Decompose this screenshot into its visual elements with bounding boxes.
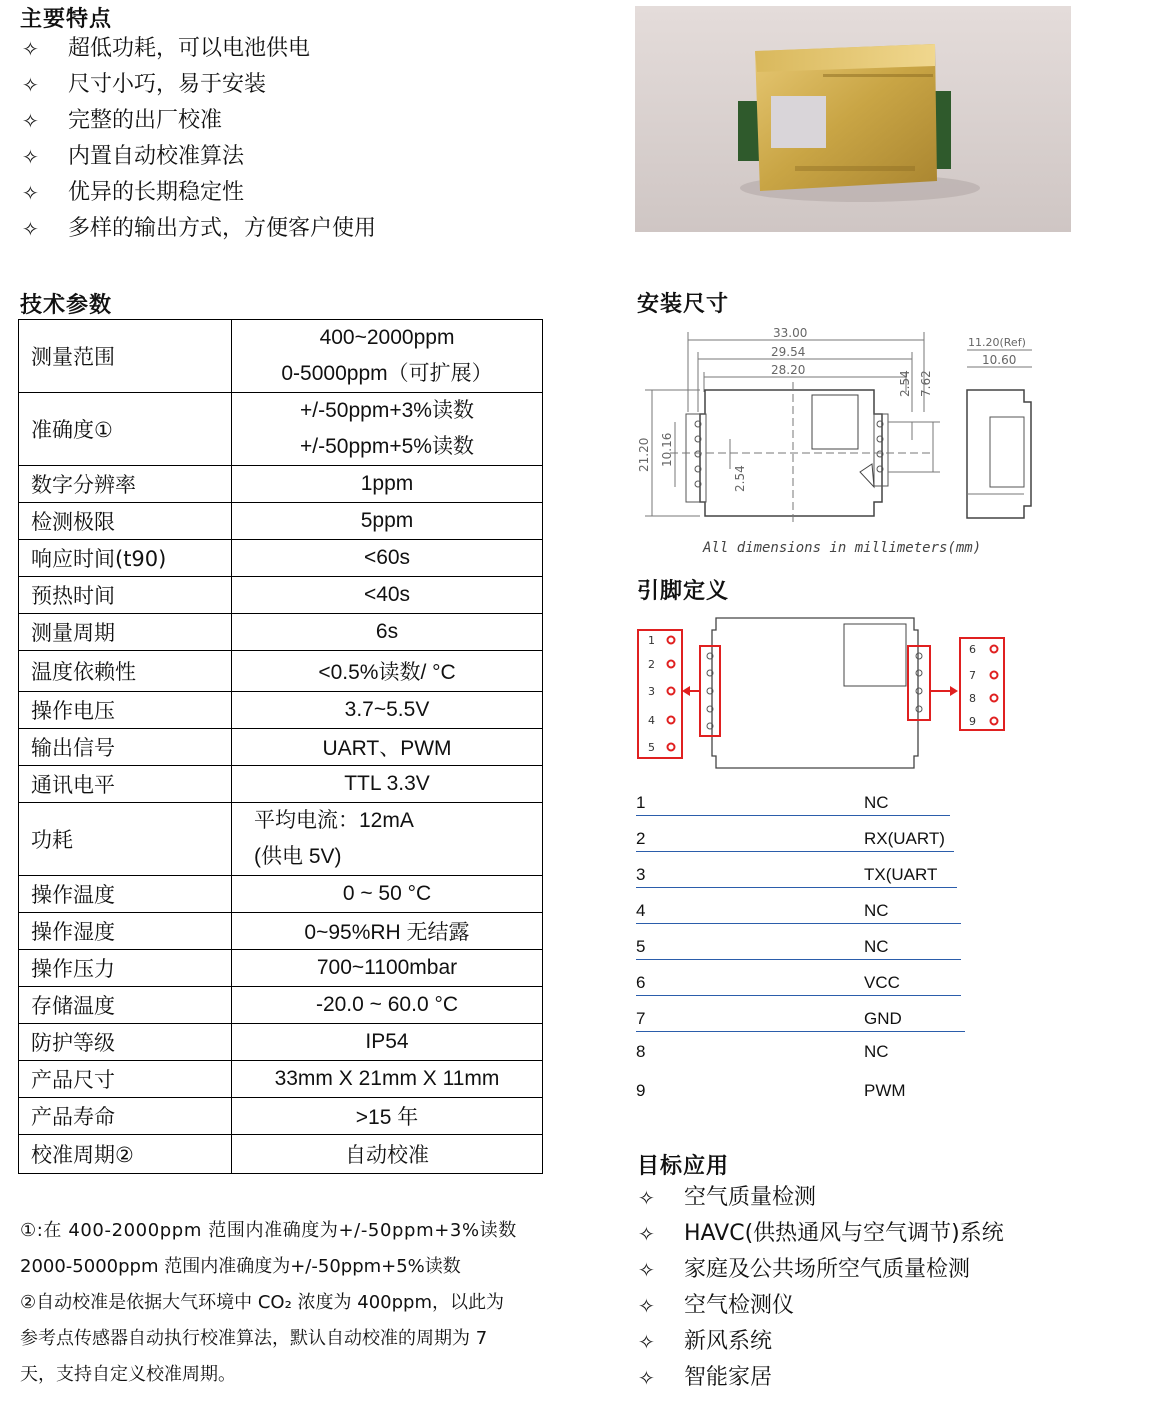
list-item: ✧ 空气检测仪 bbox=[636, 1288, 1004, 1324]
dim-w2: 29.54 bbox=[771, 345, 806, 359]
table-row: 操作电压 3.7~5.5V bbox=[19, 692, 543, 729]
svg-text:2: 2 bbox=[648, 658, 655, 671]
table-row: 预热时间 <40s bbox=[19, 577, 543, 614]
diamond-bullet-icon: ✧ bbox=[22, 37, 39, 61]
diamond-bullet-icon: ✧ bbox=[638, 1366, 655, 1390]
diamond-bullet-icon: ✧ bbox=[22, 145, 39, 169]
pinout-title: 引脚定义 bbox=[637, 579, 730, 604]
table-row: 输出信号 UART、PWM bbox=[19, 729, 543, 766]
dim-p2: 2.54 bbox=[733, 465, 747, 492]
diamond-bullet-icon: ✧ bbox=[22, 181, 39, 205]
pinout-diagram bbox=[636, 614, 1011, 772]
dim-p3: 7.62 bbox=[919, 370, 933, 397]
table-row: 产品寿命 >15 年 bbox=[19, 1098, 543, 1135]
footnote-1-cont: 2000-5000ppm 范围内准确度为+/-50ppm+5%读数 bbox=[20, 1256, 461, 1277]
dim-p1: 2.54 bbox=[898, 370, 912, 397]
diamond-bullet-icon: ✧ bbox=[638, 1294, 655, 1318]
footnote-1: ①:在 400-2000ppm 范围内准确度为+/-50ppm+3%读数 bbox=[20, 1220, 517, 1241]
svg-text:9: 9 bbox=[969, 715, 976, 728]
dim-s2: 10.60 bbox=[982, 353, 1017, 367]
dim-h1: 21.20 bbox=[637, 437, 651, 472]
dim-s1: 11.20(Ref) bbox=[968, 336, 1026, 349]
list-item: ✧ 新风系统 bbox=[636, 1324, 1004, 1360]
list-item: ✧ 优异的长期稳定性 bbox=[20, 175, 376, 211]
svg-text:8: 8 bbox=[969, 692, 976, 705]
footnote-2-end: 天，支持自定义校准周期。 bbox=[20, 1364, 236, 1385]
product-photo bbox=[635, 6, 1071, 232]
table-row: 测量周期 6s bbox=[19, 614, 543, 651]
features-list bbox=[20, 31, 376, 247]
applications-list bbox=[636, 1180, 1004, 1396]
table-row: 响应时间(t90) <60s bbox=[19, 540, 543, 577]
footnotes bbox=[20, 1213, 580, 1393]
list-item: ✧ 内置自动校准算法 bbox=[20, 139, 376, 175]
dimension-caption: All dimensions in millimeters(mm) bbox=[703, 540, 982, 556]
dim-w3: 28.20 bbox=[771, 363, 806, 377]
footnote-2: ②自动校准是依据大气环境中 CO₂ 浓度为 400ppm，以此为 bbox=[20, 1292, 504, 1313]
svg-text:3: 3 bbox=[648, 685, 655, 698]
specs-title: 技术参数 bbox=[20, 293, 113, 318]
table-row: 操作压力 700~1100mbar bbox=[19, 950, 543, 987]
list-item: ✧ 空气质量检测 bbox=[636, 1180, 1004, 1216]
diamond-bullet-icon: ✧ bbox=[22, 73, 39, 97]
applications-title: 目标应用 bbox=[637, 1154, 730, 1179]
dimensions-title: 安装尺寸 bbox=[637, 292, 730, 317]
dim-w1: 33.00 bbox=[773, 326, 808, 340]
table-row: 检测极限 5ppm bbox=[19, 503, 543, 540]
table-row: 校准周期② 自动校准 bbox=[19, 1135, 543, 1174]
svg-text:1: 1 bbox=[648, 634, 655, 647]
spec-table bbox=[18, 319, 543, 1174]
table-row: 存储温度 -20.0 ~ 60.0 °C bbox=[19, 987, 543, 1024]
diamond-bullet-icon: ✧ bbox=[638, 1186, 655, 1210]
table-row: 产品尺寸 33mm X 21mm X 11mm bbox=[19, 1061, 543, 1098]
svg-text:5: 5 bbox=[648, 741, 655, 754]
list-item: ✧ 多样的输出方式，方便客户使用 bbox=[20, 211, 376, 247]
table-row: 测量范围 400~2000ppm 0-5000ppm（可扩展） bbox=[19, 320, 543, 393]
features-title: 主要特点 bbox=[20, 7, 113, 32]
footnote-2-cont: 参考点传感器自动执行校准算法，默认自动校准的周期为 7 bbox=[20, 1328, 488, 1349]
list-item: ✧ 完整的出厂校准 bbox=[20, 103, 376, 139]
svg-text:4: 4 bbox=[648, 714, 655, 727]
table-row: 功耗 平均电流：12mA (供电 5V) bbox=[19, 803, 543, 876]
list-item: ✧ 尺寸小巧，易于安装 bbox=[20, 67, 376, 103]
diamond-bullet-icon: ✧ bbox=[638, 1330, 655, 1354]
dim-h2: 10.16 bbox=[660, 432, 674, 467]
table-row: 防护等级 IP54 bbox=[19, 1024, 543, 1061]
list-item: ✧ HAVC(供热通风与空气调节)系统 bbox=[636, 1216, 1004, 1252]
diamond-bullet-icon: ✧ bbox=[22, 217, 39, 241]
table-row: 温度依赖性 <0.5%读数/ °C bbox=[19, 651, 543, 692]
dimension-drawing bbox=[630, 322, 1050, 532]
table-row: 数字分辨率 1ppm bbox=[19, 466, 543, 503]
table-row: 操作温度 0 ~ 50 °C bbox=[19, 876, 543, 913]
svg-text:6: 6 bbox=[969, 643, 976, 656]
table-row: 通讯电平 TTL 3.3V bbox=[19, 766, 543, 803]
table-row: 准确度① +/-50ppm+3%读数 +/-50ppm+5%读数 bbox=[19, 393, 543, 466]
table-row: 操作湿度 0~95%RH 无结露 bbox=[19, 913, 543, 950]
list-item: ✧ 智能家居 bbox=[636, 1360, 1004, 1396]
svg-text:7: 7 bbox=[969, 669, 976, 682]
diamond-bullet-icon: ✧ bbox=[638, 1222, 655, 1246]
list-item: ✧ 超低功耗，可以电池供电 bbox=[20, 31, 376, 67]
list-item: ✧ 家庭及公共场所空气质量检测 bbox=[636, 1252, 1004, 1288]
diamond-bullet-icon: ✧ bbox=[22, 109, 39, 133]
diamond-bullet-icon: ✧ bbox=[638, 1258, 655, 1282]
